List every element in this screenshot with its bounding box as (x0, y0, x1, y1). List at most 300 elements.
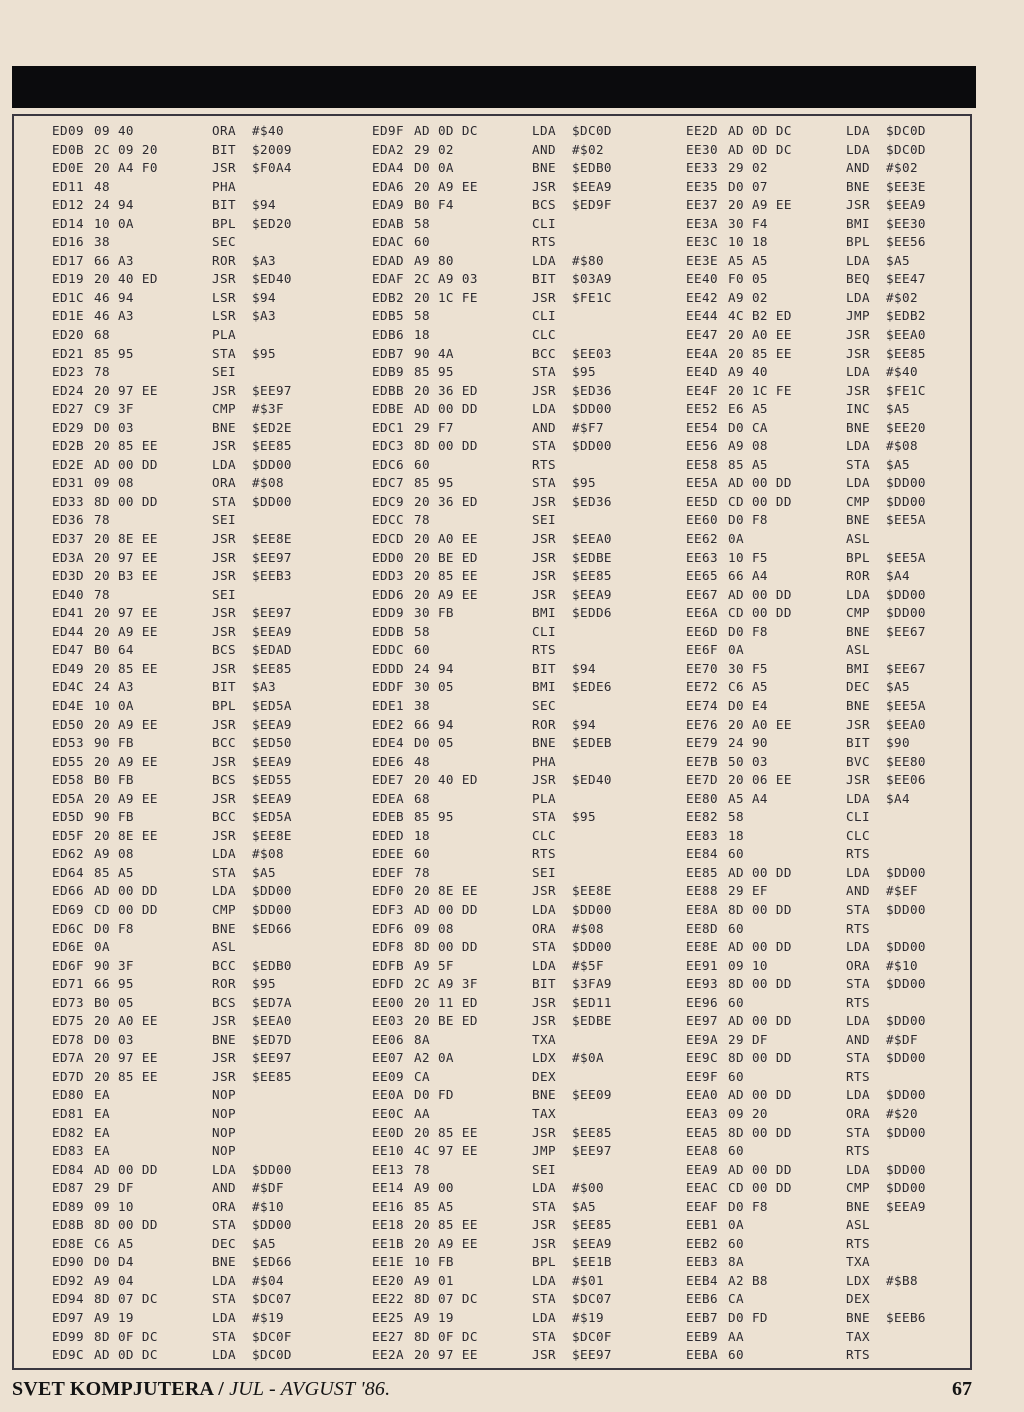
operand: #$3F (252, 401, 284, 417)
operand: #$20 (886, 1105, 918, 1121)
operand: $A5 (886, 456, 910, 472)
operand: $EEA0 (886, 716, 926, 732)
mnemonic: STA (212, 864, 236, 880)
address: EDBB (372, 382, 404, 398)
operand: #$B8 (886, 1272, 918, 1288)
opcode-bytes: 24 94 (414, 660, 454, 676)
operand: $DD00 (886, 976, 926, 992)
mnemonic: BNE (212, 1254, 236, 1270)
listing-row (686, 882, 996, 901)
address: EEA3 (686, 1105, 718, 1121)
operand: $DD00 (886, 586, 926, 602)
address: ED83 (52, 1143, 84, 1159)
listing-row (372, 270, 682, 289)
address: EE93 (686, 976, 718, 992)
mnemonic: JSR (532, 1235, 556, 1251)
address: ED21 (52, 345, 84, 361)
operand: $EE5A (886, 697, 926, 713)
opcode-bytes: D0 03 (94, 419, 134, 435)
address: EE2A (372, 1347, 404, 1363)
listing-row (52, 864, 362, 883)
listing-row (372, 678, 682, 697)
mnemonic: JSR (212, 438, 236, 454)
address: EE85 (686, 864, 718, 880)
listing-row (686, 1198, 996, 1217)
listing-row (52, 215, 362, 234)
opcode-bytes: 78 (94, 586, 110, 602)
page-footer (12, 1378, 972, 1408)
operand: $EE85 (252, 660, 292, 676)
opcode-bytes: 20 85 EE (94, 438, 158, 454)
mnemonic: AND (212, 1180, 236, 1196)
listing-row (52, 511, 362, 530)
operand: $DC0D (886, 141, 926, 157)
listing-row (686, 1346, 996, 1365)
operand: $EE3E (886, 178, 926, 194)
address: EEB6 (686, 1291, 718, 1307)
mnemonic: SEC (212, 234, 236, 250)
operand: $EEA9 (252, 623, 292, 639)
listing-row (52, 586, 362, 605)
operand: $ED66 (252, 1254, 292, 1270)
operand: $EE1B (572, 1254, 612, 1270)
opcode-bytes: 60 (728, 920, 744, 936)
mnemonic: LDA (532, 123, 556, 138)
opcode-bytes: 60 (414, 456, 430, 472)
listing-row (52, 1012, 362, 1031)
listing-row (52, 716, 362, 735)
operand: #$00 (572, 1180, 604, 1196)
address: EDE2 (372, 716, 404, 732)
listing-row (372, 289, 682, 308)
mnemonic: LDA (846, 939, 870, 955)
address: ED17 (52, 252, 84, 268)
listing-row (372, 1216, 682, 1235)
listing-row (52, 753, 362, 772)
address: EE5D (686, 493, 718, 509)
opcode-bytes: 85 A5 (414, 1198, 454, 1214)
mnemonic: LDX (846, 1272, 870, 1288)
listing-row (686, 1031, 996, 1050)
operand: $94 (572, 660, 596, 676)
listing-row (372, 1105, 682, 1124)
operand: $EE85 (572, 1124, 612, 1140)
opcode-bytes: 30 F5 (728, 660, 768, 676)
operand: #$01 (572, 1272, 604, 1288)
address: EE88 (686, 883, 718, 899)
opcode-bytes: 20 A9 EE (414, 178, 478, 194)
operand: $DD00 (572, 901, 612, 917)
operand: $03A9 (572, 271, 612, 287)
mnemonic: BIT (532, 976, 556, 992)
publication-name: SVET KOMPJUTERA / (12, 1378, 230, 1400)
opcode-bytes: 0A (728, 1217, 744, 1233)
operand: $DC07 (252, 1291, 292, 1307)
mnemonic: JSR (846, 345, 870, 361)
address: ED5D (52, 809, 84, 825)
opcode-bytes: 2C 09 20 (94, 141, 158, 157)
address: EE7B (686, 753, 718, 769)
operand: $EDE6 (572, 679, 612, 695)
opcode-bytes: E6 A5 (728, 401, 768, 417)
operand: $DD00 (886, 475, 926, 491)
opcode-bytes: A2 0A (414, 1050, 454, 1066)
mnemonic: BNE (846, 697, 870, 713)
mnemonic: LDA (532, 1180, 556, 1196)
listing-row (686, 1290, 996, 1309)
address: EE00 (372, 994, 404, 1010)
listing-row (52, 920, 362, 939)
listing-row (686, 178, 996, 197)
mnemonic: AND (846, 883, 870, 899)
mnemonic: CLC (532, 327, 556, 343)
address: EDB9 (372, 364, 404, 380)
listing-row (52, 270, 362, 289)
address: EE4D (686, 364, 718, 380)
operand: $EE67 (886, 660, 926, 676)
opcode-bytes: 66 A4 (728, 568, 768, 584)
operand: $EEB6 (886, 1310, 926, 1325)
operand: $A4 (886, 568, 910, 584)
opcode-bytes: 8D 00 DD (94, 1217, 158, 1233)
opcode-bytes: A2 B8 (728, 1272, 768, 1288)
operand: $ED40 (252, 271, 292, 287)
address: EDB6 (372, 327, 404, 343)
listing-row (372, 363, 682, 382)
mnemonic: BNE (846, 1198, 870, 1214)
listing-row (686, 771, 996, 790)
mnemonic: LDA (846, 438, 870, 454)
listing-row (686, 270, 996, 289)
operand: $EE97 (252, 605, 292, 621)
listing-row (686, 660, 996, 679)
listing-row (686, 994, 996, 1013)
mnemonic: SEC (532, 697, 556, 713)
address: EDFD (372, 976, 404, 992)
address: ED33 (52, 493, 84, 509)
opcode-bytes: AD 00 DD (94, 456, 158, 472)
address: EE74 (686, 697, 718, 713)
mnemonic: JSR (532, 772, 556, 788)
mnemonic: ORA (846, 957, 870, 973)
address: EE16 (372, 1198, 404, 1214)
opcode-bytes: 46 A3 (94, 308, 134, 324)
address: EDA4 (372, 160, 404, 176)
mnemonic: ROR (846, 568, 870, 584)
operand: $FE1C (886, 382, 926, 398)
mnemonic: TAX (532, 1105, 556, 1121)
address: ED16 (52, 234, 84, 250)
mnemonic: BPL (212, 215, 236, 231)
listing-row (686, 586, 996, 605)
mnemonic: NOP (212, 1105, 236, 1121)
opcode-bytes: 60 (728, 1143, 744, 1159)
mnemonic: RTS (532, 234, 556, 250)
mnemonic: CLI (846, 809, 870, 825)
opcode-bytes: B0 05 (94, 994, 134, 1010)
listing-row (372, 920, 682, 939)
address: EDC9 (372, 493, 404, 509)
opcode-bytes: 66 A3 (94, 252, 134, 268)
address: EE65 (686, 568, 718, 584)
opcode-bytes: A9 08 (728, 438, 768, 454)
mnemonic: SEI (532, 512, 556, 528)
mnemonic: BCS (212, 772, 236, 788)
listing-row (372, 530, 682, 549)
address: EEA0 (686, 1087, 718, 1103)
opcode-bytes: B0 64 (94, 642, 134, 658)
operand: $EDB2 (886, 308, 926, 324)
address: EDBE (372, 401, 404, 417)
mnemonic: LDA (846, 1161, 870, 1177)
listing-row (52, 1198, 362, 1217)
opcode-bytes: C6 A5 (728, 679, 768, 695)
opcode-bytes: 8D 00 DD (728, 976, 792, 992)
operand: $90 (886, 735, 910, 751)
address: ED3D (52, 568, 84, 584)
operand: $ED55 (252, 772, 292, 788)
listing-row (52, 1068, 362, 1087)
mnemonic: BCC (212, 735, 236, 751)
listing-row (372, 1161, 682, 1180)
listing-row (372, 845, 682, 864)
mnemonic: PHA (212, 178, 236, 194)
listing-row (686, 122, 996, 141)
opcode-bytes: 58 (414, 308, 430, 324)
opcode-bytes: 20 A9 EE (94, 716, 158, 732)
mnemonic: BMI (532, 679, 556, 695)
address: ED1C (52, 289, 84, 305)
address: EE6F (686, 642, 718, 658)
operand: $DC0D (252, 1347, 292, 1363)
mnemonic: LDA (846, 123, 870, 138)
mnemonic: BCC (532, 345, 556, 361)
mnemonic: JSR (532, 1124, 556, 1140)
operand: $EE8E (252, 827, 292, 843)
mnemonic: JSR (212, 660, 236, 676)
listing-row (372, 1012, 682, 1031)
mnemonic: RTS (532, 456, 556, 472)
mnemonic: JSR (532, 382, 556, 398)
mnemonic: JSR (212, 160, 236, 176)
opcode-bytes: 68 (414, 790, 430, 806)
mnemonic: BIT (532, 271, 556, 287)
operand: $EE8E (572, 883, 612, 899)
listing-row (686, 1049, 996, 1068)
address: EE52 (686, 401, 718, 417)
operand: $DC0D (572, 123, 612, 138)
mnemonic: JSR (532, 289, 556, 305)
address: EDD0 (372, 549, 404, 565)
mnemonic: STA (846, 456, 870, 472)
opcode-bytes: 29 EF (728, 883, 768, 899)
address: ED90 (52, 1254, 84, 1270)
listing-row (52, 1272, 362, 1291)
operand: #$19 (252, 1310, 284, 1325)
address: EDE6 (372, 753, 404, 769)
listing-row (372, 882, 682, 901)
listing-row (52, 1161, 362, 1180)
address: EE70 (686, 660, 718, 676)
address: EDD3 (372, 568, 404, 584)
mnemonic: JSR (212, 790, 236, 806)
address: ED55 (52, 753, 84, 769)
opcode-bytes: AD 00 DD (728, 1013, 792, 1029)
opcode-bytes: 8D 00 DD (728, 1050, 792, 1066)
listing-row (686, 975, 996, 994)
mnemonic: JSR (532, 549, 556, 565)
opcode-bytes: 20 85 EE (414, 568, 478, 584)
opcode-bytes: 2C A9 03 (414, 271, 478, 287)
mnemonic: BIT (846, 735, 870, 751)
listing-row (52, 141, 362, 160)
mnemonic: STA (846, 1050, 870, 1066)
opcode-bytes: D0 F8 (94, 920, 134, 936)
opcode-bytes: 20 A0 EE (728, 327, 792, 343)
mnemonic: JMP (532, 1143, 556, 1159)
address: EDED (372, 827, 404, 843)
listing-row (686, 1105, 996, 1124)
opcode-bytes: 78 (94, 364, 110, 380)
listing-row (372, 549, 682, 568)
address: EEA9 (686, 1161, 718, 1177)
address: EDEF (372, 864, 404, 880)
mnemonic: LDA (532, 252, 556, 268)
mnemonic: RTS (846, 1347, 870, 1363)
mnemonic: LSR (212, 308, 236, 324)
opcode-bytes: 20 97 EE (414, 1347, 478, 1363)
address: EDC3 (372, 438, 404, 454)
address: EE9A (686, 1031, 718, 1047)
opcode-bytes: 58 (414, 215, 430, 231)
mnemonic: RTS (846, 1143, 870, 1159)
listing-row (52, 549, 362, 568)
listing-row (52, 1124, 362, 1143)
opcode-bytes: 20 A0 EE (414, 531, 478, 547)
operand: #$0A (572, 1050, 604, 1066)
opcode-bytes: 20 11 ED (414, 994, 478, 1010)
operand: $DD00 (886, 493, 926, 509)
operand: $EE97 (252, 549, 292, 565)
listing-row (372, 623, 682, 642)
address: ED9C (52, 1347, 84, 1363)
opcode-bytes: 20 B3 EE (94, 568, 158, 584)
address: ED4C (52, 679, 84, 695)
mnemonic: LDA (846, 141, 870, 157)
opcode-bytes: 50 03 (728, 753, 768, 769)
listing-row (686, 1179, 996, 1198)
listing-row (686, 604, 996, 623)
listing-row (372, 326, 682, 345)
publication-line (12, 1378, 390, 1401)
address: ED5F (52, 827, 84, 843)
opcode-bytes: 20 40 ED (414, 772, 478, 788)
mnemonic: ORA (532, 920, 556, 936)
address: ED66 (52, 883, 84, 899)
opcode-bytes: 4C 97 EE (414, 1143, 478, 1159)
address: ED31 (52, 475, 84, 491)
operand: #$08 (886, 438, 918, 454)
listing-row (52, 734, 362, 753)
operand: $A5 (886, 401, 910, 417)
operand: $EE97 (252, 1050, 292, 1066)
mnemonic: DEX (846, 1291, 870, 1307)
address: EE84 (686, 846, 718, 862)
opcode-bytes: 09 20 (728, 1105, 768, 1121)
operand: $EE97 (572, 1347, 612, 1363)
mnemonic: LSR (212, 289, 236, 305)
opcode-bytes: AD 00 DD (414, 901, 478, 917)
address: EDC6 (372, 456, 404, 472)
opcode-bytes: AD 00 DD (728, 475, 792, 491)
listing-column-3 (686, 122, 996, 1365)
operand: $A5 (252, 864, 276, 880)
opcode-bytes: A9 01 (414, 1272, 454, 1288)
address: EEB4 (686, 1272, 718, 1288)
operand: $ED5A (252, 809, 292, 825)
operand: #$02 (572, 141, 604, 157)
header-bar (12, 66, 976, 108)
address: EDCC (372, 512, 404, 528)
opcode-bytes: 20 40 ED (94, 271, 158, 287)
operand: $A5 (572, 1198, 596, 1214)
operand: $DD00 (252, 1161, 292, 1177)
opcode-bytes: 4C B2 ED (728, 308, 792, 324)
mnemonic: CLI (532, 308, 556, 324)
operand: $ED2E (252, 419, 292, 435)
operand: $FE1C (572, 289, 612, 305)
listing-row (372, 1068, 682, 1087)
listing-row (686, 400, 996, 419)
listing-row (686, 345, 996, 364)
mnemonic: RTS (846, 1235, 870, 1251)
operand: $2009 (252, 141, 292, 157)
operand: $DD00 (886, 1050, 926, 1066)
operand: $94 (252, 289, 276, 305)
opcode-bytes: 78 (414, 864, 430, 880)
address: EE44 (686, 308, 718, 324)
mnemonic: AND (846, 160, 870, 176)
address: ED6E (52, 939, 84, 955)
address: EEB2 (686, 1235, 718, 1251)
operand: $95 (252, 976, 276, 992)
listing-row (372, 1142, 682, 1161)
mnemonic: JSR (212, 827, 236, 843)
operand: $EDEB (572, 735, 612, 751)
listing-row (52, 400, 362, 419)
operand: $EE97 (252, 382, 292, 398)
opcode-bytes: 90 3F (94, 957, 134, 973)
operand: #$EF (886, 883, 918, 899)
operand: $EEA0 (886, 327, 926, 343)
address: EDA2 (372, 141, 404, 157)
mnemonic: ORA (846, 1105, 870, 1121)
address: ED92 (52, 1272, 84, 1288)
operand: $EE20 (886, 419, 926, 435)
address: ED7D (52, 1068, 84, 1084)
opcode-bytes: 8D 00 DD (728, 901, 792, 917)
opcode-bytes: 66 94 (414, 716, 454, 732)
operand: $EEA9 (572, 586, 612, 602)
listing-row (52, 901, 362, 920)
listing-row (372, 716, 682, 735)
opcode-bytes: D0 F8 (728, 623, 768, 639)
address: EEB9 (686, 1328, 718, 1344)
mnemonic: LDA (846, 475, 870, 491)
mnemonic: JSR (212, 531, 236, 547)
opcode-bytes: 8D 00 DD (728, 1124, 792, 1140)
mnemonic: BEQ (846, 271, 870, 287)
